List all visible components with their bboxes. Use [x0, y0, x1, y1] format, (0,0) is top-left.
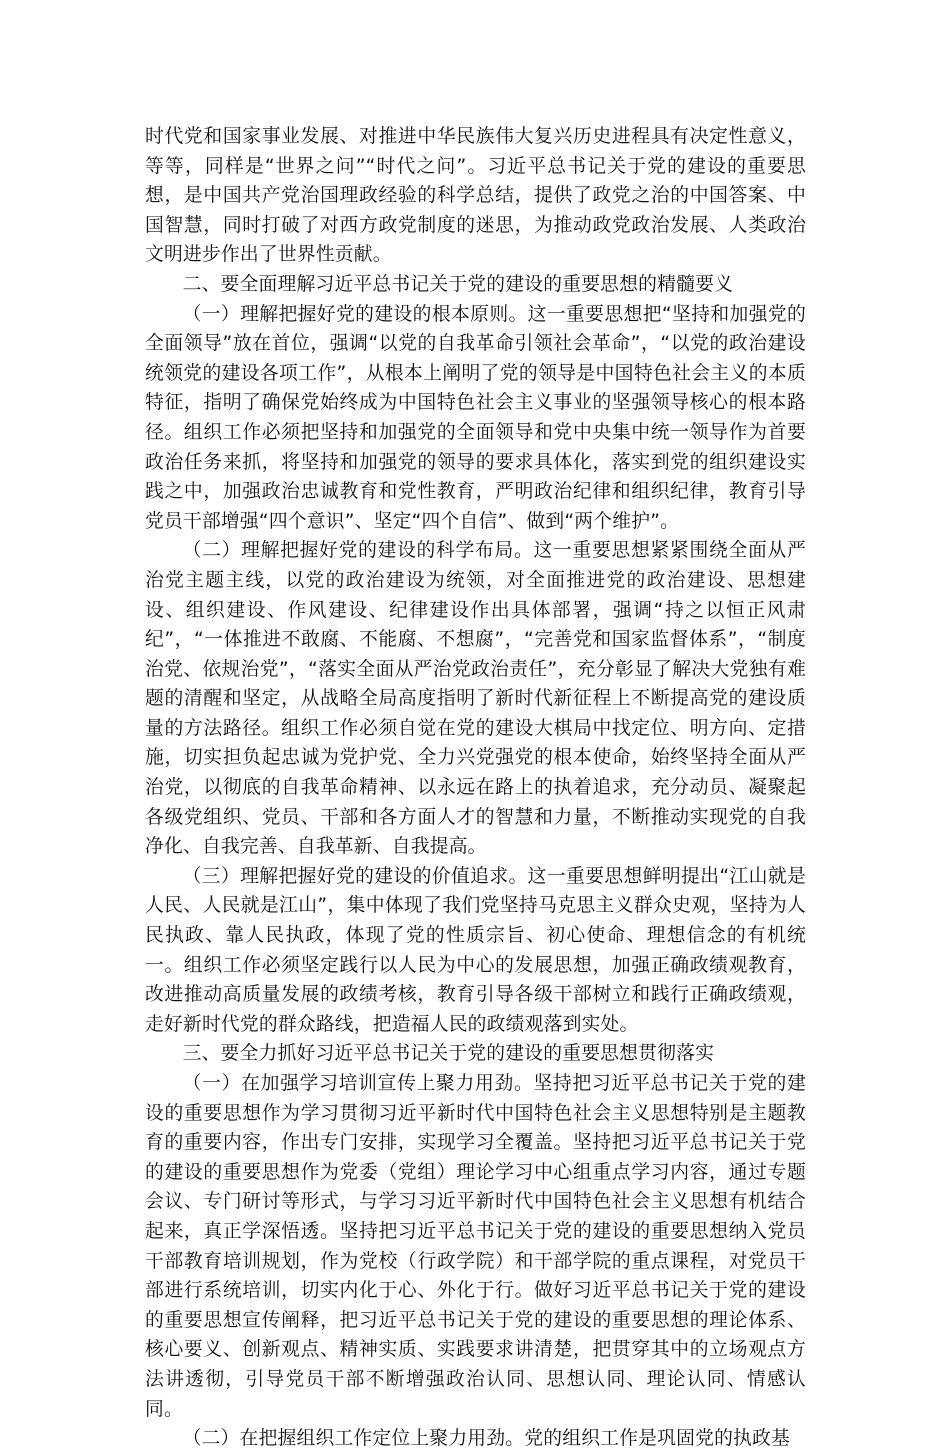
paragraph-2-1: （一）理解把握好党的建设的根本原则。这一重要思想把“坚持和加强党的全面领导”放在首位，强调“以党的自我革命引领社会革命”，“以党的政治建设统领党的建设各项工作”，从根本上阐明了党的领导是中国特色社会主义的本质特征，指明了确保党始终成为中国特色社会主义事业的坚强领导核心的根本路径。组织工作必须把坚持和加强党的全面领导和党中央集中统一领导作为首要政治任务来抓，将坚持和加强党的领导的要求具体化，落实到党的组织建设实践之中，加强政治忠诚教育和党性教育，严明政治纪律和组织纪律，教育引导党员干部增强“四个意识”、坚定“四个自信”、做到“两个维护”。: [145, 303, 806, 532]
section-heading-3: 三、要全力抓好习近平总书记关于党的建设的重要思想贯彻落实: [182, 1043, 715, 1065]
document-body: [145, 122, 806, 1454]
section-heading-2: 二、要全面理解习近平总书记关于党的建设的重要思想的精髓要义: [182, 273, 734, 295]
paragraph-3-2: （二）在把握组织工作定位上聚力用劲。党的组织工作是巩固党的执政基: [182, 1428, 790, 1450]
paragraph-3-1: （一）在加强学习培训宣传上聚力用劲。坚持把习近平总书记关于党的建设的重要思想作为学习贯彻习近平新时代中国特色社会主义思想特别是主题教育的重要内容，作出专门安排，实现学习全覆盖。坚持把习近平总书记关于党的建设的重要思想作为党委（党组）理论学习中心组重点学习内容，通过专题会议、专门研讨等形式，与学习习近平新时代中国特色社会主义思想有机结合起来，真正学深悟透。坚持把习近平总书记关于党的建设的重要思想纳入党员干部教育培训规划，作为党校（行政学院）和干部学院的重点课程，对党员干部进行系统培训，切实内化于心、外化于行。做好习近平总书记关于党的建设的重要思想宣传阐释，把习近平总书记关于党的建设的重要思想的理论体系、核心要义、创新观点、精神实质、实践要求讲清楚，把贯穿其中的立场观点方法讲透彻，引导党员干部不断增强政治认同、思想认同、理论认同、情感认同。: [145, 1073, 806, 1420]
paragraph-2-2: （二）理解把握好党的建设的科学布局。这一重要思想紧紧围绕全面从严治党主题主线，以党的政治建设为统领，对全面推进党的政治建设、思想建设、组织建设、作风建设、纪律建设作出具体部署，强调“持之以恒正风肃纪”，“一体推进不敢腐、不能腐、不想腐”，“完善党和国家监督体系”，“制度治党、依规治党”，“落实全面从严治党政治责任”，充分彰显了解决大党独有难题的清醒和坚定，从战略全局高度指明了新时代新征程上不断提高党的建设质量的方法路径。组织工作必须自觉在党的建设大棋局中找定位、明方向、定措施，切实担负起忠诚为党护党、全力兴党强党的根本使命，始终坚持全面从严治党，以彻底的自我革命精神、以永远在路上的执着追求，充分动员、凝聚起各级党组织、党员、干部和各方面人才的智慧和力量，不断推动实现党的自我净化、自我完善、自我革新、自我提高。: [145, 540, 806, 858]
paragraph-2-3: （三）理解把握好党的建设的价值追求。这一重要思想鲜明提出“江山就是人民、人民就是江山”，集中体现了我们党坚持马克思主义群众史观，坚持为人民执政、靠人民执政，体现了党的性质宗旨、初心使命、理想信念的有机统一。组织工作必须坚定践行以人民为中心的发展思想，加强正确政绩观教育，改进推动高质量发展的政绩考核，教育引导各级干部树立和践行正确政绩观，走好新时代党的群众路线，把造福人民的政绩观落到实处。: [145, 865, 806, 1035]
paragraph-continuation: 时代党和国家事业发展、对推进中华民族伟大复兴历史进程具有决定性意义，等等，同样是“世界之问”“时代之问”。习近平总书记关于党的建设的重要思想，是中国共产党治国理政经验的科学总结，提供了政党之治的中国答案、中国智慧，同时打破了对西方政党制度的迷思，为推动政党政治发展、人类政治文明进步作出了世界性贡献。: [145, 126, 806, 266]
